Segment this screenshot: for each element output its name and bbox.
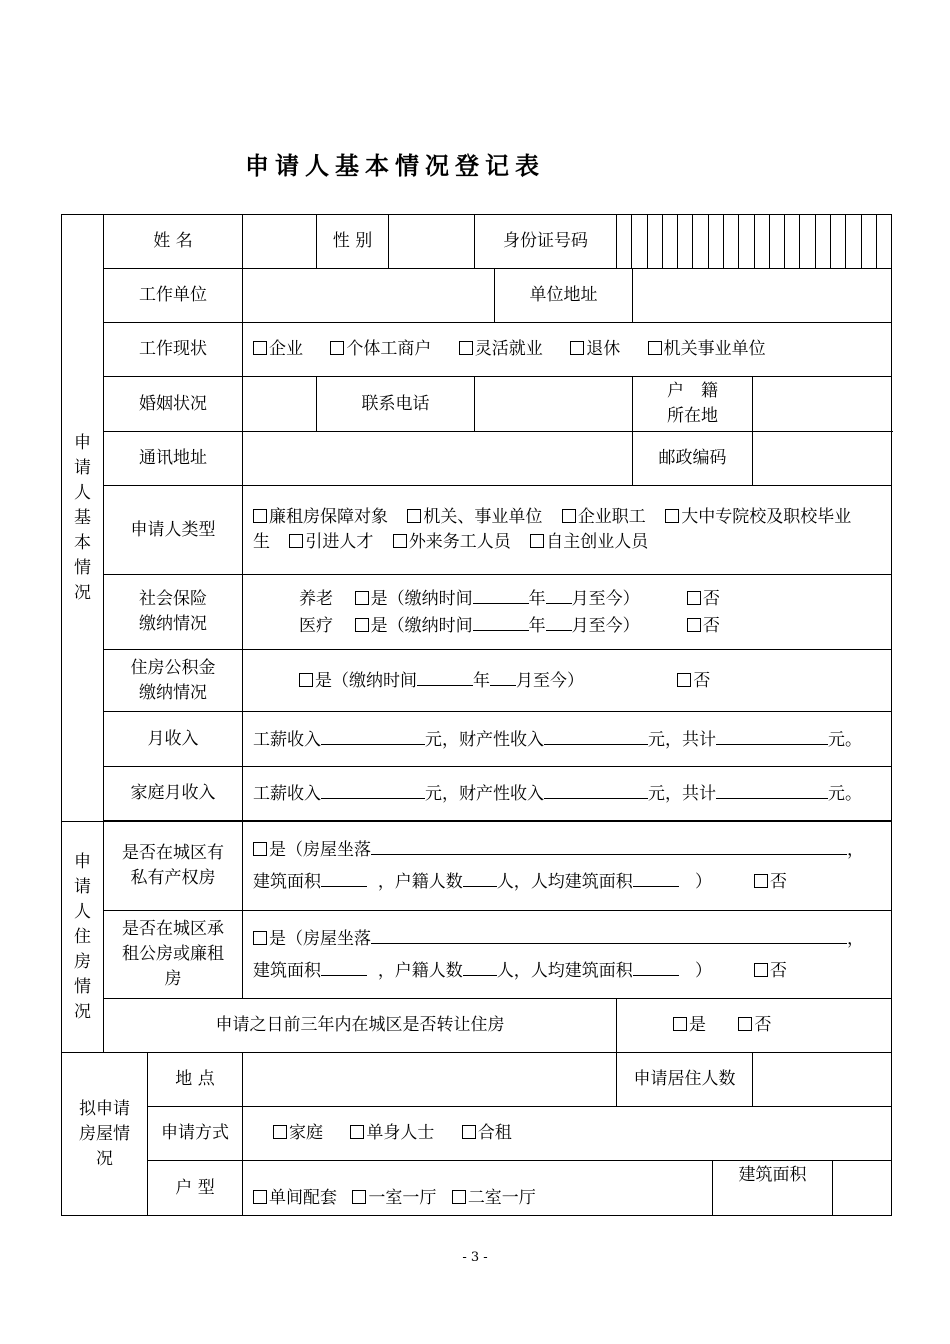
- family-property-blank[interactable]: [544, 780, 648, 799]
- layout-options: [243, 1161, 713, 1216]
- name-field[interactable]: [243, 215, 317, 269]
- gender-label: 性 别: [317, 215, 389, 269]
- method-options: [243, 1107, 892, 1161]
- family-salary-blank[interactable]: [321, 780, 425, 799]
- unit-address-field[interactable]: [633, 269, 892, 323]
- medical-row: 医疗 是（缴纳时间 年 月至今） 否: [299, 612, 885, 639]
- option-self-employed[interactable]: 个体工商户: [330, 339, 431, 359]
- own-house-persons-blank[interactable]: [463, 868, 497, 887]
- section-proposed-housing-label: 拟申请房屋情况: [62, 1053, 148, 1216]
- section-housing-label: 申请人住房情况: [62, 822, 104, 1053]
- layout-studio[interactable]: 单间配套: [253, 1188, 337, 1208]
- method-shared[interactable]: 合租: [462, 1123, 512, 1143]
- pension-yes-checkbox[interactable]: [355, 591, 369, 605]
- application-form: [61, 214, 892, 1216]
- work-unit-label: 工作单位: [104, 269, 243, 323]
- location-field[interactable]: [243, 1053, 617, 1107]
- own-house-location-blank[interactable]: [371, 836, 847, 855]
- postal-code-field[interactable]: [753, 432, 892, 486]
- transfer-options: 是 否: [617, 999, 892, 1053]
- option-flexible[interactable]: 灵活就业: [459, 339, 543, 359]
- marital-field[interactable]: [243, 377, 317, 432]
- method-family[interactable]: 家庭: [273, 1123, 323, 1143]
- option-public-unit[interactable]: 机关、事业单位: [407, 507, 542, 527]
- phone-field[interactable]: [475, 377, 633, 432]
- mail-address-field[interactable]: [243, 432, 633, 486]
- fund-year-blank[interactable]: [417, 667, 473, 686]
- layout-label: 户 型: [148, 1161, 243, 1216]
- rent-house-label: 是否在城区承租公房或廉租房: [104, 911, 243, 999]
- option-lowrent-target[interactable]: 廉租房保障对象: [253, 507, 388, 527]
- option-retired[interactable]: 退休: [570, 339, 620, 359]
- work-unit-field[interactable]: [243, 269, 495, 323]
- id-number-boxes[interactable]: [617, 215, 892, 269]
- salary-blank[interactable]: [321, 726, 425, 745]
- work-status-label: 工作现状: [104, 323, 243, 377]
- own-house-no-checkbox[interactable]: [754, 874, 768, 888]
- rent-house-location-blank[interactable]: [371, 925, 847, 944]
- family-total-blank[interactable]: [716, 780, 828, 799]
- medical-month-blank[interactable]: [546, 612, 572, 631]
- medical-no-checkbox[interactable]: [687, 618, 701, 632]
- residents-label: 申请居住人数: [617, 1053, 753, 1107]
- option-public-institution[interactable]: 机关事业单位: [648, 339, 766, 359]
- location-label: 地 点: [148, 1053, 243, 1107]
- option-migrant-worker[interactable]: 外来务工人员: [393, 532, 511, 552]
- residents-field[interactable]: [753, 1053, 892, 1107]
- fund-yes-checkbox[interactable]: [299, 673, 313, 687]
- id-label: 身份证号码: [475, 215, 617, 269]
- hukou-field[interactable]: [753, 377, 892, 432]
- monthly-income-label: 月收入: [104, 712, 243, 767]
- rent-house-field: 是（房屋坐落 ， 建筑面积 ，户籍人数 人，人均建筑面积 ） 否: [243, 911, 892, 999]
- family-income-field: 工薪收入 元，财产性收入 元，共计 元。: [243, 767, 892, 821]
- section-basic-info-label: 申请人基本情况: [62, 215, 104, 822]
- transfer-no-checkbox[interactable]: [738, 1017, 752, 1031]
- form-title: 申请人基本情况登记表: [245, 151, 545, 180]
- area-label: 建筑面积: [713, 1161, 833, 1216]
- housing-fund-label: 住房公积金 缴纳情况: [104, 650, 243, 712]
- pension-month-blank[interactable]: [546, 585, 572, 604]
- option-entrepreneur[interactable]: 自主创业人员: [530, 532, 648, 552]
- rent-house-yes-checkbox[interactable]: [253, 931, 267, 945]
- page-number: - 3 -: [462, 1250, 488, 1265]
- monthly-income-field: 工薪收入 元，财产性收入 元，共计 元。: [243, 712, 892, 767]
- rent-house-no-checkbox[interactable]: [754, 963, 768, 977]
- total-blank[interactable]: [716, 726, 828, 745]
- area-field[interactable]: [833, 1161, 892, 1216]
- option-talent[interactable]: 引进人才: [289, 532, 373, 552]
- own-house-percapita-blank[interactable]: [633, 868, 679, 887]
- pension-no-checkbox[interactable]: [687, 591, 701, 605]
- unit-address-label: 单位地址: [495, 269, 633, 323]
- method-label: 申请方式: [148, 1107, 243, 1161]
- rent-house-persons-blank[interactable]: [463, 957, 497, 976]
- pension-row: 养老 是（缴纳时间 年 月至今） 否: [299, 585, 885, 612]
- rent-house-area-blank[interactable]: [321, 957, 367, 976]
- applicant-type-options: [243, 486, 892, 575]
- transfer-question: 申请之日前三年内在城区是否转让住房: [104, 999, 617, 1053]
- marital-label: 婚姻状况: [104, 377, 243, 432]
- own-house-label: 是否在城区有私有产权房: [104, 822, 243, 911]
- family-income-label: 家庭月收入: [104, 767, 243, 821]
- layout-1br[interactable]: 一室一厅: [352, 1188, 436, 1208]
- option-graduate[interactable]: 大中专院校及职校毕业生: [253, 507, 852, 552]
- own-house-field: 是（房屋坐落 ， 建筑面积 ，户籍人数 人，人均建筑面积 ） 否: [243, 822, 892, 911]
- housing-fund-field: 是（缴纳时间 年 月至今） 否: [243, 650, 892, 712]
- medical-yes-checkbox[interactable]: [355, 618, 369, 632]
- own-house-yes-checkbox[interactable]: [253, 842, 267, 856]
- hukou-label: 户 籍 所在地: [633, 377, 753, 432]
- property-blank[interactable]: [544, 726, 648, 745]
- option-enterprise[interactable]: 企业: [253, 339, 303, 359]
- name-label: 姓 名: [104, 215, 243, 269]
- social-insurance-field: [243, 575, 892, 650]
- rent-house-percapita-blank[interactable]: [633, 957, 679, 976]
- fund-month-blank[interactable]: [490, 667, 516, 686]
- work-status-options: [243, 323, 892, 377]
- own-house-area-blank[interactable]: [321, 868, 367, 887]
- method-single[interactable]: 单身人士: [350, 1123, 434, 1143]
- postal-code-label: 邮政编码: [633, 432, 753, 486]
- fund-no-checkbox[interactable]: [677, 673, 691, 687]
- medical-year-blank[interactable]: [473, 612, 529, 631]
- phone-label: 联系电话: [317, 377, 475, 432]
- gender-field[interactable]: [389, 215, 475, 269]
- pension-year-blank[interactable]: [473, 585, 529, 604]
- layout-2br[interactable]: 二室一厅: [452, 1188, 536, 1208]
- option-enterprise-staff[interactable]: 企业职工: [562, 507, 646, 527]
- transfer-yes-checkbox[interactable]: [673, 1017, 687, 1031]
- social-insurance-label: 社会保险 缴纳情况: [104, 575, 243, 650]
- applicant-type-label: 申请人类型: [104, 486, 243, 575]
- mail-address-label: 通讯地址: [104, 432, 243, 486]
